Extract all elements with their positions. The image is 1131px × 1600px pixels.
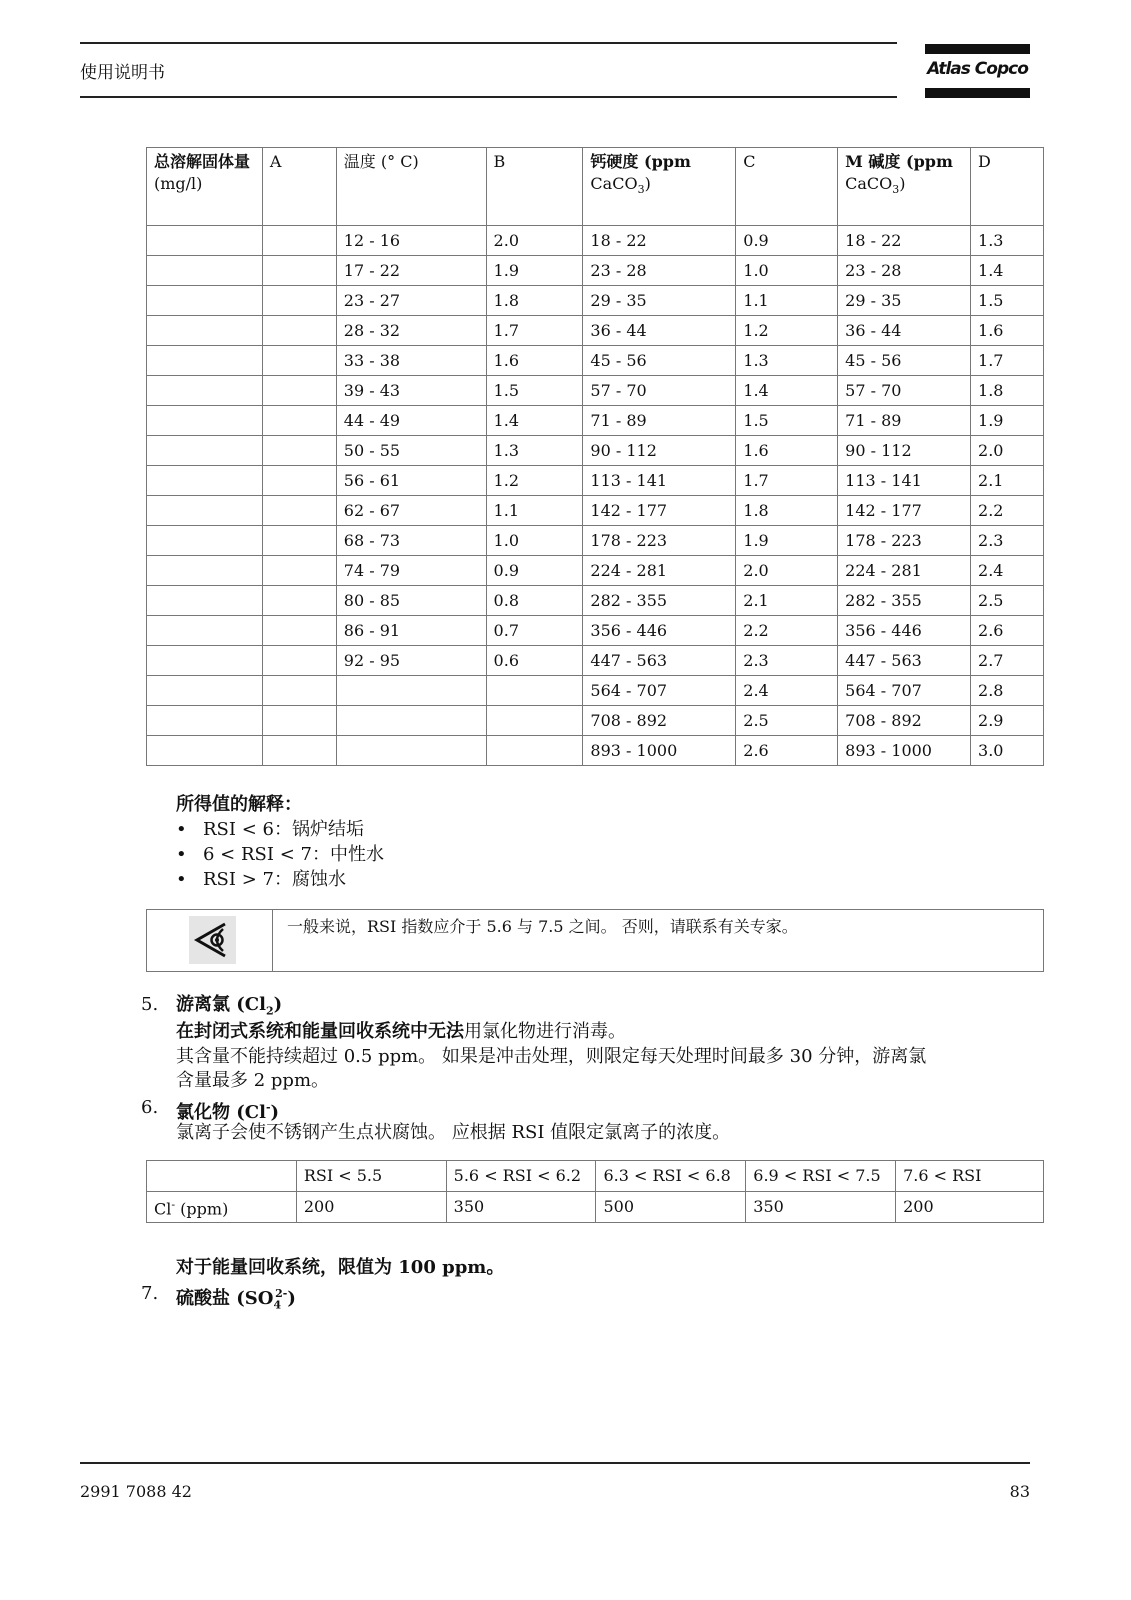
header-temp: 温度 (° C)	[336, 148, 486, 226]
table-cell: 2.0	[736, 556, 838, 586]
table-cell: 86 - 91	[336, 616, 486, 646]
table-cell: 893 - 1000	[583, 736, 736, 766]
chloride-limit-table	[146, 1160, 1044, 1223]
header-tds: 总溶解固体量 (mg/l)	[147, 148, 263, 226]
table-cell: 68 - 73	[336, 526, 486, 556]
table-cell: 1.0	[736, 256, 838, 286]
cl-value-1: 200	[296, 1192, 446, 1223]
table-cell: 1.5	[736, 406, 838, 436]
table-cell: 56 - 61	[336, 466, 486, 496]
table-cell	[262, 286, 336, 316]
section-5-line-2: 其含量不能持续超过 0.5 ppm。 如果是冲击处理，则限定每天处理时间最多 30 分钟，游离氯	[176, 1046, 927, 1067]
table-cell: 57 - 70	[838, 376, 971, 406]
table-cell: 1.1	[736, 286, 838, 316]
table-cell: 142 - 177	[838, 496, 971, 526]
table-cell	[147, 226, 263, 256]
table-cell: 45 - 56	[583, 346, 736, 376]
table-cell	[147, 526, 263, 556]
table-row	[147, 676, 1044, 706]
table-cell: 1.8	[736, 496, 838, 526]
section-7-title: 硫酸盐 $(SO_4^{2-})$	[176, 1287, 296, 1312]
section-7-number: 7.	[141, 1283, 159, 1304]
table-cell: 1.3	[971, 226, 1044, 256]
table-row	[147, 736, 1044, 766]
table-cell	[147, 616, 263, 646]
table-cell: 0.7	[486, 616, 583, 646]
note-box	[146, 909, 1044, 972]
table-row	[147, 466, 1044, 496]
table-cell	[262, 676, 336, 706]
table-cell: 92 - 95	[336, 646, 486, 676]
table-cell: 564 - 707	[583, 676, 736, 706]
table-cell: 2.0	[486, 226, 583, 256]
cl-header-4: 6.9 < RSI < 7.5	[746, 1161, 896, 1192]
table-cell: 2.4	[971, 556, 1044, 586]
table-cell: 708 - 892	[583, 706, 736, 736]
table-cell	[262, 406, 336, 436]
table-cell: 3.0	[971, 736, 1044, 766]
table-cell: 2.8	[971, 676, 1044, 706]
table-cell: 1.9	[736, 526, 838, 556]
table-cell: 178 - 223	[838, 526, 971, 556]
table-cell: 2.5	[971, 586, 1044, 616]
table-cell: 80 - 85	[336, 586, 486, 616]
table-cell	[262, 256, 336, 286]
table-cell: 447 - 563	[838, 646, 971, 676]
list-item: • 6 < RSI < 7：中性水	[176, 842, 384, 867]
table-cell: 113 - 141	[583, 466, 736, 496]
header-top-rule	[80, 42, 897, 44]
header-ca-hardness: 钙硬度 (ppm CaCO$_3$)	[583, 148, 736, 226]
table-cell: 36 - 44	[838, 316, 971, 346]
table-cell: 1.2	[736, 316, 838, 346]
table-cell: 12 - 16	[336, 226, 486, 256]
table-cell	[262, 646, 336, 676]
header-m-alkalinity: M 碱度 (ppm CaCO$_3$)	[838, 148, 971, 226]
interpretation-title: 所得值的解释：	[176, 794, 302, 815]
list-item: • RSI > 7：腐蚀水	[176, 867, 384, 892]
table-cell	[486, 706, 583, 736]
table-cell: 224 - 281	[838, 556, 971, 586]
table-cell: 2.0	[971, 436, 1044, 466]
table-cell: 0.9	[486, 556, 583, 586]
table-cell: 1.9	[971, 406, 1044, 436]
table-row	[147, 286, 1044, 316]
table-cell	[262, 586, 336, 616]
doc-number: 2991 7088 42	[80, 1482, 192, 1501]
table-cell: 57 - 70	[583, 376, 736, 406]
interpretation-block	[176, 792, 384, 892]
table-cell: 23 - 27	[336, 286, 486, 316]
table-cell: 17 - 22	[336, 256, 486, 286]
table-cell	[147, 406, 263, 436]
page-number: 83	[1009, 1482, 1030, 1501]
table-cell	[262, 346, 336, 376]
table-row	[147, 226, 1044, 256]
table-cell: 2.6	[971, 616, 1044, 646]
table-cell: 28 - 32	[336, 316, 486, 346]
table-cell: 2.2	[971, 496, 1044, 526]
cl-header-1: RSI < 5.5	[296, 1161, 446, 1192]
table-cell	[147, 256, 263, 286]
note-text: 一般来说，RSI 指数应介于 5.6 与 7.5 之间。 否则，请联系有关专家。	[287, 917, 798, 936]
table-row	[147, 406, 1044, 436]
energy-recovery-limit: 对于能量回收系统，限值为 100 ppm。	[176, 1257, 505, 1278]
table-cell: 29 - 35	[583, 286, 736, 316]
table-cell	[486, 676, 583, 706]
table-cell: 1.3	[486, 436, 583, 466]
cl-value-4: 350	[746, 1192, 896, 1223]
table-cell: 33 - 38	[336, 346, 486, 376]
table-cell: 1.7	[736, 466, 838, 496]
table-cell	[336, 676, 486, 706]
table-cell	[336, 736, 486, 766]
table-cell: 1.7	[971, 346, 1044, 376]
section-6-title: 氯化物 (Cl-)	[176, 1101, 280, 1123]
header-title: 使用说明书	[80, 63, 165, 83]
table-cell	[262, 526, 336, 556]
table-row	[147, 376, 1044, 406]
table-cell: 708 - 892	[838, 706, 971, 736]
table-row	[147, 436, 1044, 466]
table-row	[147, 556, 1044, 586]
table-cell: 44 - 49	[336, 406, 486, 436]
table-row	[147, 496, 1044, 526]
table-cell	[262, 466, 336, 496]
table-cell: 1.5	[971, 286, 1044, 316]
table-row	[147, 316, 1044, 346]
table-cell: 2.2	[736, 616, 838, 646]
table-cell: 1.7	[486, 316, 583, 346]
table-row	[147, 346, 1044, 376]
table-cell: 1.0	[486, 526, 583, 556]
section-6-line-1: 氯离子会使不锈钢产生点状腐蚀。 应根据 RSI 值限定氯离子的浓度。	[176, 1122, 731, 1143]
table-cell: 90 - 112	[583, 436, 736, 466]
table-cell: 50 - 55	[336, 436, 486, 466]
table-cell	[262, 616, 336, 646]
footer-rule	[80, 1462, 1030, 1464]
table-cell	[262, 226, 336, 256]
table-cell: 1.8	[486, 286, 583, 316]
table-cell: 2.6	[736, 736, 838, 766]
table-cell	[147, 736, 263, 766]
table-cell: 62 - 67	[336, 496, 486, 526]
table-cell: 18 - 22	[583, 226, 736, 256]
table-cell: 142 - 177	[583, 496, 736, 526]
section-5-line-3: 含量最多 2 ppm。	[176, 1070, 330, 1091]
table-row	[147, 1192, 1044, 1223]
table-cell: 45 - 56	[838, 346, 971, 376]
table-cell: 447 - 563	[583, 646, 736, 676]
table-cell: 0.6	[486, 646, 583, 676]
table-cell: 2.3	[971, 526, 1044, 556]
table-cell: 18 - 22	[838, 226, 971, 256]
table-cell: 1.8	[971, 376, 1044, 406]
table-cell	[147, 496, 263, 526]
table-cell: 282 - 355	[583, 586, 736, 616]
cl-header-2: 5.6 < RSI < 6.2	[446, 1161, 596, 1192]
table-cell	[262, 376, 336, 406]
table-cell	[262, 556, 336, 586]
table-row	[147, 646, 1044, 676]
table-cell	[147, 376, 263, 406]
cl-header-3: 6.3 < RSI < 6.8	[596, 1161, 746, 1192]
section-5-line-1: 在封闭式系统和能量回收系统中无法用氯化物进行消毒。	[176, 1021, 626, 1042]
section-5-title: 游离氯 $(Cl_2)$	[176, 994, 283, 1018]
table-cell	[262, 436, 336, 466]
cl-header-5: 7.6 < RSI	[896, 1161, 1044, 1192]
table-cell: 1.6	[971, 316, 1044, 346]
table-cell: 0.8	[486, 586, 583, 616]
table-cell: 1.9	[486, 256, 583, 286]
cl-header-empty	[147, 1161, 297, 1192]
table-cell: 71 - 89	[583, 406, 736, 436]
table-cell	[262, 496, 336, 526]
section-5-number: 5.	[141, 994, 159, 1015]
table-cell: 23 - 28	[838, 256, 971, 286]
table-cell	[262, 706, 336, 736]
section-6-number: 6.	[141, 1097, 159, 1118]
header-c: C	[736, 148, 838, 226]
cl-value-5: 200	[896, 1192, 1044, 1223]
table-cell: 2.9	[971, 706, 1044, 736]
header-d: D	[971, 148, 1044, 226]
table-cell: 1.6	[486, 346, 583, 376]
table-cell	[147, 286, 263, 316]
table-header-row	[147, 148, 1044, 226]
table-cell: 282 - 355	[838, 586, 971, 616]
table-cell: 39 - 43	[336, 376, 486, 406]
interpretation-list	[176, 817, 384, 892]
eye-icon	[189, 916, 236, 964]
table-cell: 36 - 44	[583, 316, 736, 346]
table-row	[147, 526, 1044, 556]
table-row	[147, 706, 1044, 736]
table-cell: 2.1	[971, 466, 1044, 496]
table-cell	[147, 466, 263, 496]
list-item: • RSI < 6：锅炉结垢	[176, 817, 384, 842]
table-cell: 893 - 1000	[838, 736, 971, 766]
brand-logo	[925, 44, 1030, 100]
table-cell: 71 - 89	[838, 406, 971, 436]
cl-value-2: 350	[446, 1192, 596, 1223]
table-cell	[147, 586, 263, 616]
table-cell: 29 - 35	[838, 286, 971, 316]
table-cell	[147, 706, 263, 736]
table-cell	[147, 316, 263, 346]
header-b: B	[486, 148, 583, 226]
table-cell: 1.1	[486, 496, 583, 526]
table-cell	[147, 646, 263, 676]
table-cell: 0.9	[736, 226, 838, 256]
table-cell	[147, 346, 263, 376]
table-cell	[486, 736, 583, 766]
table-row	[147, 1161, 1044, 1192]
table-cell: 564 - 707	[838, 676, 971, 706]
note-icon-cell	[147, 910, 273, 971]
table-cell: 1.4	[971, 256, 1044, 286]
table-cell: 1.5	[486, 376, 583, 406]
table-row	[147, 616, 1044, 646]
table-cell: 224 - 281	[583, 556, 736, 586]
table-cell: 2.5	[736, 706, 838, 736]
table-cell: 113 - 141	[838, 466, 971, 496]
table-row	[147, 586, 1044, 616]
rsi-factor-table	[146, 147, 1044, 766]
table-cell: 2.7	[971, 646, 1044, 676]
cl-value-3: 500	[596, 1192, 746, 1223]
table-cell	[262, 316, 336, 346]
table-cell	[147, 436, 263, 466]
table-cell: 2.1	[736, 586, 838, 616]
table-cell: 178 - 223	[583, 526, 736, 556]
table-cell	[147, 676, 263, 706]
table-cell	[147, 556, 263, 586]
table-cell: 90 - 112	[838, 436, 971, 466]
table-cell	[262, 736, 336, 766]
table-cell	[336, 706, 486, 736]
table-cell: 2.4	[736, 676, 838, 706]
table-cell: 1.4	[736, 376, 838, 406]
table-cell: 1.2	[486, 466, 583, 496]
header-a: A	[262, 148, 336, 226]
cl-row-label: Cl- (ppm)	[147, 1192, 297, 1223]
table-cell: 74 - 79	[336, 556, 486, 586]
table-cell: 1.3	[736, 346, 838, 376]
table-cell: 1.4	[486, 406, 583, 436]
table-cell: 23 - 28	[583, 256, 736, 286]
table-row	[147, 256, 1044, 286]
table-cell: 2.3	[736, 646, 838, 676]
table-cell: 1.6	[736, 436, 838, 466]
header-bottom-rule	[80, 96, 897, 98]
table-cell: 356 - 446	[838, 616, 971, 646]
brand-logo-text: Atlas Copco	[927, 59, 1028, 79]
table-cell: 356 - 446	[583, 616, 736, 646]
